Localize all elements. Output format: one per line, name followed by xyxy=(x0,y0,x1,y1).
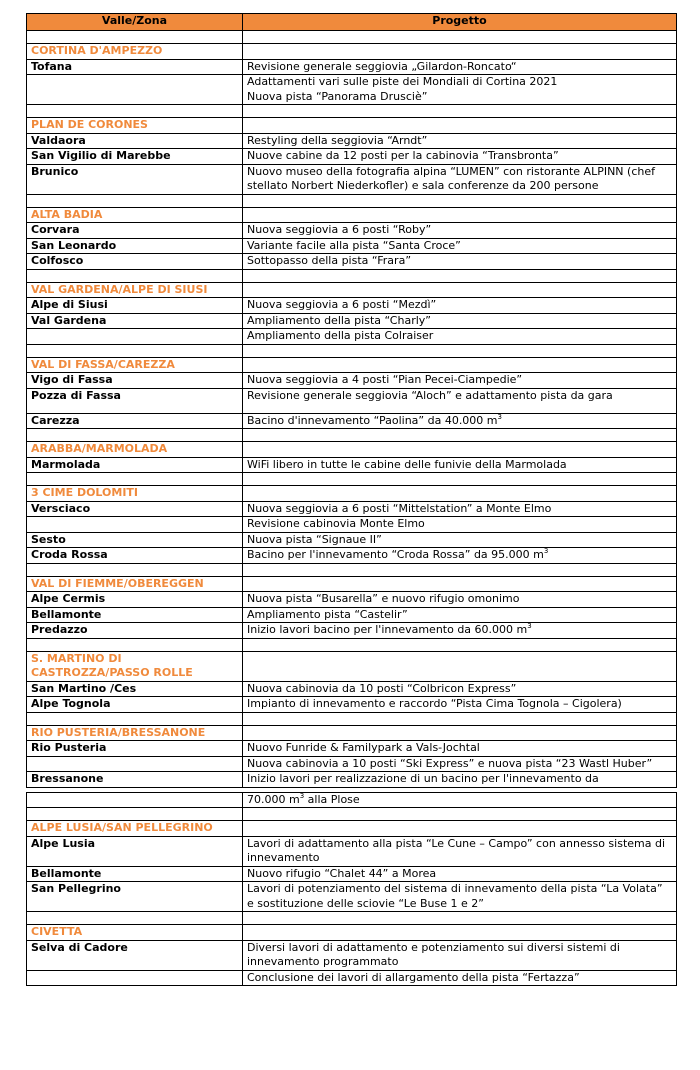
valle-cell: Selva di Cadore xyxy=(27,940,243,970)
zone-label: CORTINA D'AMPEZZO xyxy=(27,44,243,60)
project-row xyxy=(27,607,677,623)
superscript: 3 xyxy=(497,412,502,421)
valle-cell: Alpe Tognola xyxy=(27,697,243,713)
empty-cell xyxy=(243,651,677,681)
project-row xyxy=(27,298,677,314)
project-row xyxy=(27,59,677,75)
valle-cell: Tofana xyxy=(27,59,243,75)
empty-cell xyxy=(27,344,243,357)
progetto-cell: Nuovo Funride & Familypark a Vals-Jochtal xyxy=(243,741,677,757)
empty-cell xyxy=(27,105,243,118)
spacer-row xyxy=(27,344,677,357)
zone-row xyxy=(27,651,677,681)
header-valle-zona: Valle/Zona xyxy=(27,14,243,31)
project-row xyxy=(27,149,677,165)
project-row xyxy=(27,866,677,882)
empty-cell xyxy=(243,712,677,725)
progetto-cell: Nuovo museo della fotografia alpina “LUMEN” con ristorante ALPINN (chef stellato Norbert Niederkofler) e sala conferenze da 200 persone xyxy=(243,164,677,194)
project-row xyxy=(27,133,677,149)
empty-cell xyxy=(243,105,677,118)
spacer-row xyxy=(27,194,677,207)
progetto-cell: Inizio lavori bacino per l'innevamento da 60.000 $m^3$ xyxy=(243,623,677,639)
progetto-cell: Ampliamento della pista “Charly” xyxy=(243,313,677,329)
zone-label: ARABBA/MARMOLADA xyxy=(27,442,243,458)
project-row xyxy=(27,223,677,239)
valle-cell: Sesto xyxy=(27,532,243,548)
valle-cell: Predazzo xyxy=(27,623,243,639)
valle-cell: Croda Rossa xyxy=(27,548,243,564)
progetto-cell: Bacino per l'innevamento “Croda Rossa” da 95.000 $m^3$ xyxy=(243,548,677,564)
progetto-cell: Nuove cabine da 12 posti per la cabinovia “Transbronta” xyxy=(243,149,677,165)
superscript: 3 xyxy=(543,547,549,555)
valle-cell: Vigo di Fassa xyxy=(27,373,243,389)
progetto-cell: Diversi lavori di adattamento e potenziamento sui diversi sistemi di innevamento programmato xyxy=(243,940,677,970)
superscript: 3 xyxy=(527,622,532,630)
valle-cell: Bellamonte xyxy=(27,607,243,623)
table-header-row xyxy=(27,14,677,31)
empty-cell xyxy=(243,563,677,576)
empty-cell xyxy=(27,712,243,725)
project-row xyxy=(27,548,677,564)
empty-cell xyxy=(27,194,243,207)
spacer-row xyxy=(27,31,677,44)
valle-cell: Alpe Cermis xyxy=(27,592,243,608)
empty-cell xyxy=(243,269,677,282)
project-row xyxy=(27,164,677,194)
valle-cell: Alpe di Siusi xyxy=(27,298,243,314)
document-page xyxy=(26,13,676,986)
zone-label: ALTA BADIA xyxy=(27,207,243,223)
zone-row xyxy=(27,118,677,134)
valle-cell: San Leonardo xyxy=(27,238,243,254)
project-row xyxy=(27,592,677,608)
empty-cell xyxy=(243,486,677,502)
zone-row xyxy=(27,357,677,373)
valle-cell: Bressanone xyxy=(27,772,243,788)
empty-cell xyxy=(27,912,243,925)
progetto-cell: Nuova pista “Signaue II” xyxy=(243,532,677,548)
progetto-cell: Bacino d'innevamento “Paolina” da 40.000 $m^3$ xyxy=(243,413,677,429)
progetto-cell: Adattamenti vari sulle piste dei Mondiali di Cortina 2021 Nuova pista “Panorama Drusciè” xyxy=(243,75,677,105)
progetto-cell: Nuova cabinovia da 10 posti “Colbricon Express” xyxy=(243,681,677,697)
valle-cell xyxy=(27,329,243,345)
spacer-row xyxy=(27,563,677,576)
valle-cell xyxy=(27,75,243,105)
empty-cell xyxy=(27,269,243,282)
spacer-row xyxy=(27,429,677,442)
empty-cell xyxy=(27,808,243,821)
valle-cell: Valdaora xyxy=(27,133,243,149)
spacer-row xyxy=(27,269,677,282)
progetto-cell: Restyling della seggiovia “Arndt” xyxy=(243,133,677,149)
spacer-row xyxy=(27,712,677,725)
empty-cell xyxy=(243,821,677,837)
valle-cell xyxy=(27,756,243,772)
progetto-cell: Conclusione dei lavori di allargamento della pista “Fertazza” xyxy=(243,970,677,986)
project-row xyxy=(27,238,677,254)
empty-cell xyxy=(243,429,677,442)
project-row xyxy=(27,882,677,912)
valle-cell: Marmolada xyxy=(27,457,243,473)
zone-label: S. MARTINO DI CASTROZZA/PASSO ROLLE xyxy=(27,651,243,681)
project-row xyxy=(27,313,677,329)
zone-label: VAL DI FASSA/CAREZZA xyxy=(27,357,243,373)
empty-cell xyxy=(243,118,677,134)
empty-cell xyxy=(243,31,677,44)
empty-cell xyxy=(243,442,677,458)
project-row xyxy=(27,970,677,986)
progetto-cell: Revisione generale seggiovia “Aloch” e adattamento pista da gara xyxy=(243,388,677,413)
superscript: 3 xyxy=(299,791,305,800)
empty-cell xyxy=(27,429,243,442)
empty-cell xyxy=(243,44,677,60)
valle-cell xyxy=(27,517,243,533)
projects-table xyxy=(26,13,677,986)
valle-cell: Brunico xyxy=(27,164,243,194)
zone-label: ALPE LUSIA/SAN PELLEGRINO xyxy=(27,821,243,837)
progetto-cell: Nuova seggiovia a 6 posti “Mittelstation” a Monte Elmo xyxy=(243,501,677,517)
project-row xyxy=(27,457,677,473)
spacer-row xyxy=(27,912,677,925)
project-row xyxy=(27,792,677,808)
progetto-cell: Nuova pista “Busarella” e nuovo rifugio omonimo xyxy=(243,592,677,608)
zone-label: VAL GARDENA/ALPE DI SIUSI xyxy=(27,282,243,298)
project-row xyxy=(27,741,677,757)
project-row xyxy=(27,940,677,970)
project-row xyxy=(27,254,677,270)
progetto-cell: 70.000 $m^3$ alla Plose xyxy=(243,792,677,808)
empty-cell xyxy=(243,357,677,373)
progetto-cell: Nuova seggiovia a 6 posti “Roby” xyxy=(243,223,677,239)
empty-cell xyxy=(243,576,677,592)
progetto-cell: Impianto di innevamento e raccordo “Pista Cima Tognola – Cigolera) xyxy=(243,697,677,713)
project-row xyxy=(27,681,677,697)
zone-row xyxy=(27,576,677,592)
zone-row xyxy=(27,442,677,458)
valle-cell: Alpe Lusia xyxy=(27,836,243,866)
zone-row xyxy=(27,925,677,941)
project-row xyxy=(27,413,677,429)
valle-cell: San Pellegrino xyxy=(27,882,243,912)
valle-cell: San Martino /Ces xyxy=(27,681,243,697)
progetto-cell: Nuova seggiovia a 6 posti “Mezdì” xyxy=(243,298,677,314)
valle-cell: San Vigilio di Marebbe xyxy=(27,149,243,165)
project-row xyxy=(27,388,677,413)
empty-cell xyxy=(243,638,677,651)
empty-cell xyxy=(243,808,677,821)
progetto-cell: Nuovo rifugio “Chalet 44” a Morea xyxy=(243,866,677,882)
empty-cell xyxy=(243,473,677,486)
zone-row xyxy=(27,821,677,837)
valle-cell: Corvara xyxy=(27,223,243,239)
valle-cell: Pozza di Fassa xyxy=(27,388,243,413)
progetto-cell: Inizio lavori per realizzazione di un bacino per l'innevamento da xyxy=(243,772,677,788)
empty-cell xyxy=(27,473,243,486)
empty-cell xyxy=(27,638,243,651)
valle-cell xyxy=(27,792,243,808)
valle-cell: Versciaco xyxy=(27,501,243,517)
empty-cell xyxy=(27,563,243,576)
zone-row xyxy=(27,486,677,502)
zone-label: CIVETTA xyxy=(27,925,243,941)
progetto-cell: Variante facile alla pista “Santa Croce” xyxy=(243,238,677,254)
spacer-row xyxy=(27,105,677,118)
table-body xyxy=(27,31,677,986)
progetto-cell: Lavori di potenziamento del sistema di innevamento della pista “La Volata” e sostituzione delle sciovie “Le Buse 1 e 2” xyxy=(243,882,677,912)
spacer-row xyxy=(27,473,677,486)
empty-cell xyxy=(243,207,677,223)
spacer-row xyxy=(27,808,677,821)
valle-cell: Val Gardena xyxy=(27,313,243,329)
zone-label: RIO PUSTERIA/BRESSANONE xyxy=(27,725,243,741)
empty-cell xyxy=(243,725,677,741)
progetto-cell: WiFi libero in tutte le cabine delle funivie della Marmolada xyxy=(243,457,677,473)
zone-row xyxy=(27,207,677,223)
progetto-cell: Ampliamento pista “Castelir” xyxy=(243,607,677,623)
project-row xyxy=(27,517,677,533)
zone-row xyxy=(27,725,677,741)
project-row xyxy=(27,756,677,772)
empty-cell xyxy=(27,31,243,44)
zone-label: PLAN DE CORONES xyxy=(27,118,243,134)
project-row xyxy=(27,532,677,548)
zone-label: VAL DI FIEMME/OBEREGGEN xyxy=(27,576,243,592)
progetto-cell: Revisione cabinovia Monte Elmo xyxy=(243,517,677,533)
header-progetto: Progetto xyxy=(243,14,677,31)
zone-row xyxy=(27,282,677,298)
project-row xyxy=(27,75,677,105)
valle-cell: Carezza xyxy=(27,413,243,429)
project-row xyxy=(27,373,677,389)
project-row xyxy=(27,697,677,713)
progetto-cell: Ampliamento della pista Colraiser xyxy=(243,329,677,345)
project-row xyxy=(27,623,677,639)
zone-row xyxy=(27,44,677,60)
progetto-cell: Nuova seggiovia a 4 posti “Pian Pecei-Ciampedie” xyxy=(243,373,677,389)
spacer-row xyxy=(27,638,677,651)
progetto-cell: Sottopasso della pista “Frara” xyxy=(243,254,677,270)
empty-cell xyxy=(243,912,677,925)
progetto-cell: Lavori di adattamento alla pista “Le Cune – Campo” con annesso sistema di innevamento xyxy=(243,836,677,866)
empty-cell xyxy=(243,344,677,357)
progetto-cell: Nuova cabinovia a 10 posti “Ski Express” e nuova pista “23 Wastl Huber” xyxy=(243,756,677,772)
project-row xyxy=(27,501,677,517)
valle-cell: Rio Pusteria xyxy=(27,741,243,757)
valle-cell: Colfosco xyxy=(27,254,243,270)
zone-label: 3 CIME DOLOMITI xyxy=(27,486,243,502)
project-row xyxy=(27,329,677,345)
progetto-cell: Revisione generale seggiovia „Gilardon-Roncato“ xyxy=(243,59,677,75)
project-row xyxy=(27,772,677,788)
empty-cell xyxy=(243,282,677,298)
project-row xyxy=(27,836,677,866)
empty-cell xyxy=(243,925,677,941)
empty-cell xyxy=(243,194,677,207)
valle-cell xyxy=(27,970,243,986)
valle-cell: Bellamonte xyxy=(27,866,243,882)
